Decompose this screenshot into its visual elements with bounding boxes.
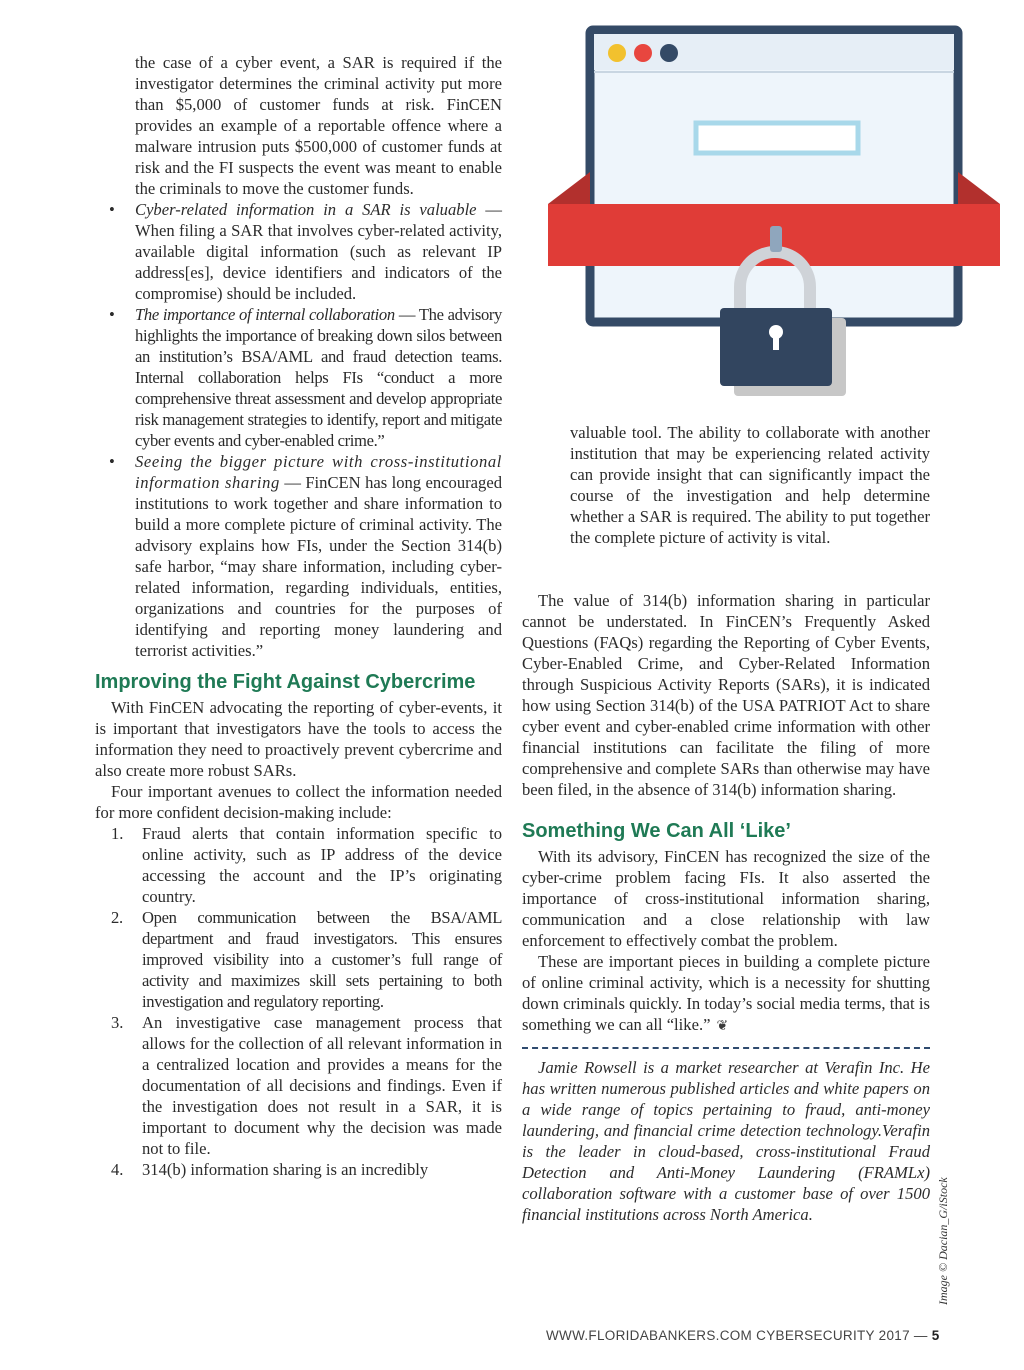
keyhole-slot: [773, 332, 779, 350]
section-heading-like: Something We Can All ‘Like’: [522, 820, 791, 842]
bullet-dot: •: [109, 200, 115, 219]
bullet-lead-in: Cyber-related information in a SAR is valuable: [135, 200, 477, 219]
browser-window: [590, 30, 958, 322]
browser-padlock-icon: [540, 22, 1010, 402]
bullet-dot: •: [109, 452, 115, 471]
numbered-item: [95, 823, 502, 907]
continuation-text: valuable tool. The ability to collaborate with another institution that may be experiencing related activity can provide insight that can significantly impact the course of the investigation and help determine whether a SAR is required. The ability to put together the complete picture of activity is vital.: [570, 423, 930, 547]
numbered-item: [95, 907, 502, 1012]
bullet-item: [95, 199, 502, 304]
item-text: Fraud alerts that contain information specific to online activity, such as IP address of the device accessing the account and the IP’s originating country.: [142, 824, 502, 906]
bullet-item: [95, 451, 502, 661]
list-continuation: [570, 422, 930, 548]
closing-text: These are important pieces in building a complete picture of online criminal activity, which is a necessity for shutting down criminals quickly. In today’s social media terms, that is something we can all “like.”: [522, 952, 930, 1034]
page-number: 5: [931, 1328, 940, 1343]
footer-issue: CYBERSECURITY 2017 —: [756, 1328, 928, 1343]
input-field: [696, 123, 858, 153]
bullet-body: — FinCEN has long encouraged institutions to work together and share information to build a more complete picture of criminal activity. The advisory explains how FIs, under the Section 314(b) safe harbor, “may share information, including cyber-related information, regarding individuals, entities, organizations and countries for the purposes of identifying and reporting money laundering and terrorist activities.”: [135, 473, 502, 660]
left-column: [95, 52, 502, 1180]
item-text: An investigative case management process that allows for the collection of all relevant information in a centralized location and provides a means for the documentation of all decisions and findings. Even if the investigation does not result in a SAR, it is important to document why the decision was made not to file.: [142, 1013, 502, 1158]
numbered-list: [95, 823, 502, 1180]
bullet-body: — When filing a SAR that involves cyber-related activity, available digital information (such as relevant IP address[es], device identifiers and indicators of the compromise) should be included.: [135, 200, 503, 303]
bullet-list: [95, 199, 502, 661]
bullet-dot: •: [109, 305, 115, 324]
page-footer: [546, 1328, 940, 1343]
numbered-item: [95, 1012, 502, 1159]
window-dot-red: [634, 44, 652, 62]
body-paragraph: Four important avenues to collect the information needed for more confident decision-making include:: [95, 782, 502, 822]
item-number: 2.: [111, 908, 123, 927]
body-paragraph: [522, 951, 930, 1037]
shackle-clip: [770, 226, 782, 252]
window-dot-navy: [660, 44, 678, 62]
item-number: 3.: [111, 1013, 124, 1032]
dashed-divider: [522, 1047, 930, 1049]
author-bio: Jamie Rowsell is a market researcher at Verafin Inc. He has written numerous published articles and white papers on a wide range of topics pertaining to fraud, anti-money laundering, and financial crime detection technology.Verafin is the leader in cloud-based, cross-institutional Fraud Detection and Anti-Money Laundering (FRAMLx) collaboration software with a customer base of over 1500 financial institutions across North America.: [522, 1058, 930, 1224]
end-mark-icon: ❦: [716, 1019, 729, 1034]
item-text: 314(b) information sharing is an incredibly: [142, 1160, 429, 1179]
bullet-body: — The advisory highlights the importance of breaking down silos between an institution’s BSA/AML and fraud detection teams. Internal collaboration helps FIs “conduct a more comprehensive threat assessment and develop appropriate risk management strategies to identify, report and mitigate cyber events and cyber-enabled crime.”: [135, 305, 503, 450]
right-column: [522, 590, 930, 1225]
item-text: Open communication between the BSA/AML department and fraud investigators. This ensures improved visibility into a customer’s full range of activity and maximizes skill sets pertaining to both investigation and regulatory reporting.: [142, 908, 502, 1011]
image-credit: Image © Dacian_G/iStock: [936, 1177, 950, 1305]
banner-fold-right: [958, 172, 1000, 204]
banner-fold-left: [548, 172, 590, 204]
item-number: 4.: [111, 1160, 124, 1179]
bullet-lead-in: Seeing the bigger picture with cross-institutional information sharing: [135, 452, 502, 492]
body-paragraph: With its advisory, FinCEN has recognized the size of the cyber-crime problem facing FIs. It also asserted the importance of cross-institutional information sharing, communication and a close relationship with law enforcement to effectively combat the problem.: [522, 847, 930, 950]
bullet-item: [95, 304, 502, 451]
body-paragraph: The value of 314(b) information sharing in particular cannot be understated. In FinCEN’s Frequently Asked Questions (FAQs) regarding the Reporting of Cyber Events, Cyber-Enabled Crime, and Cyber-Related Information through Suspicious Activity Reports (SARs), it is indicated how using Section 314(b) of the USA PATRIOT Act to share cyber event and cyber-enabled crime information with other financial institutions can facilitate the filing of more comprehensive and complete SARs than otherwise may have been filed, in the absence of 314(b) information sharing.: [522, 591, 930, 799]
section-heading-improving: Improving the Fight Against Cybercrime: [95, 671, 476, 693]
body-paragraph: With FinCEN advocating the reporting of cyber-events, it is important that investigators have the tools to access the information they need to proactively prevent cybercrime and also create more robust SARs.: [95, 698, 502, 780]
bullet-lead-in: The importance of internal collaboration: [135, 305, 395, 324]
intro-paragraph: the case of a cyber event, a SAR is required if the investigator determines the criminal activity put more than $5,000 of customer funds at risk. FinCEN provides an example of a reportable offence where a malware intrusion puts $500,000 of customer funds at risk and the FI suspects the event was meant to enable the criminals to move the customer funds.: [135, 53, 502, 198]
window-dot-yellow: [608, 44, 626, 62]
footer-website: WWW.FLORIDABANKERS.COM: [546, 1328, 753, 1343]
item-number: 1.: [111, 824, 124, 843]
numbered-item: [95, 1159, 502, 1180]
